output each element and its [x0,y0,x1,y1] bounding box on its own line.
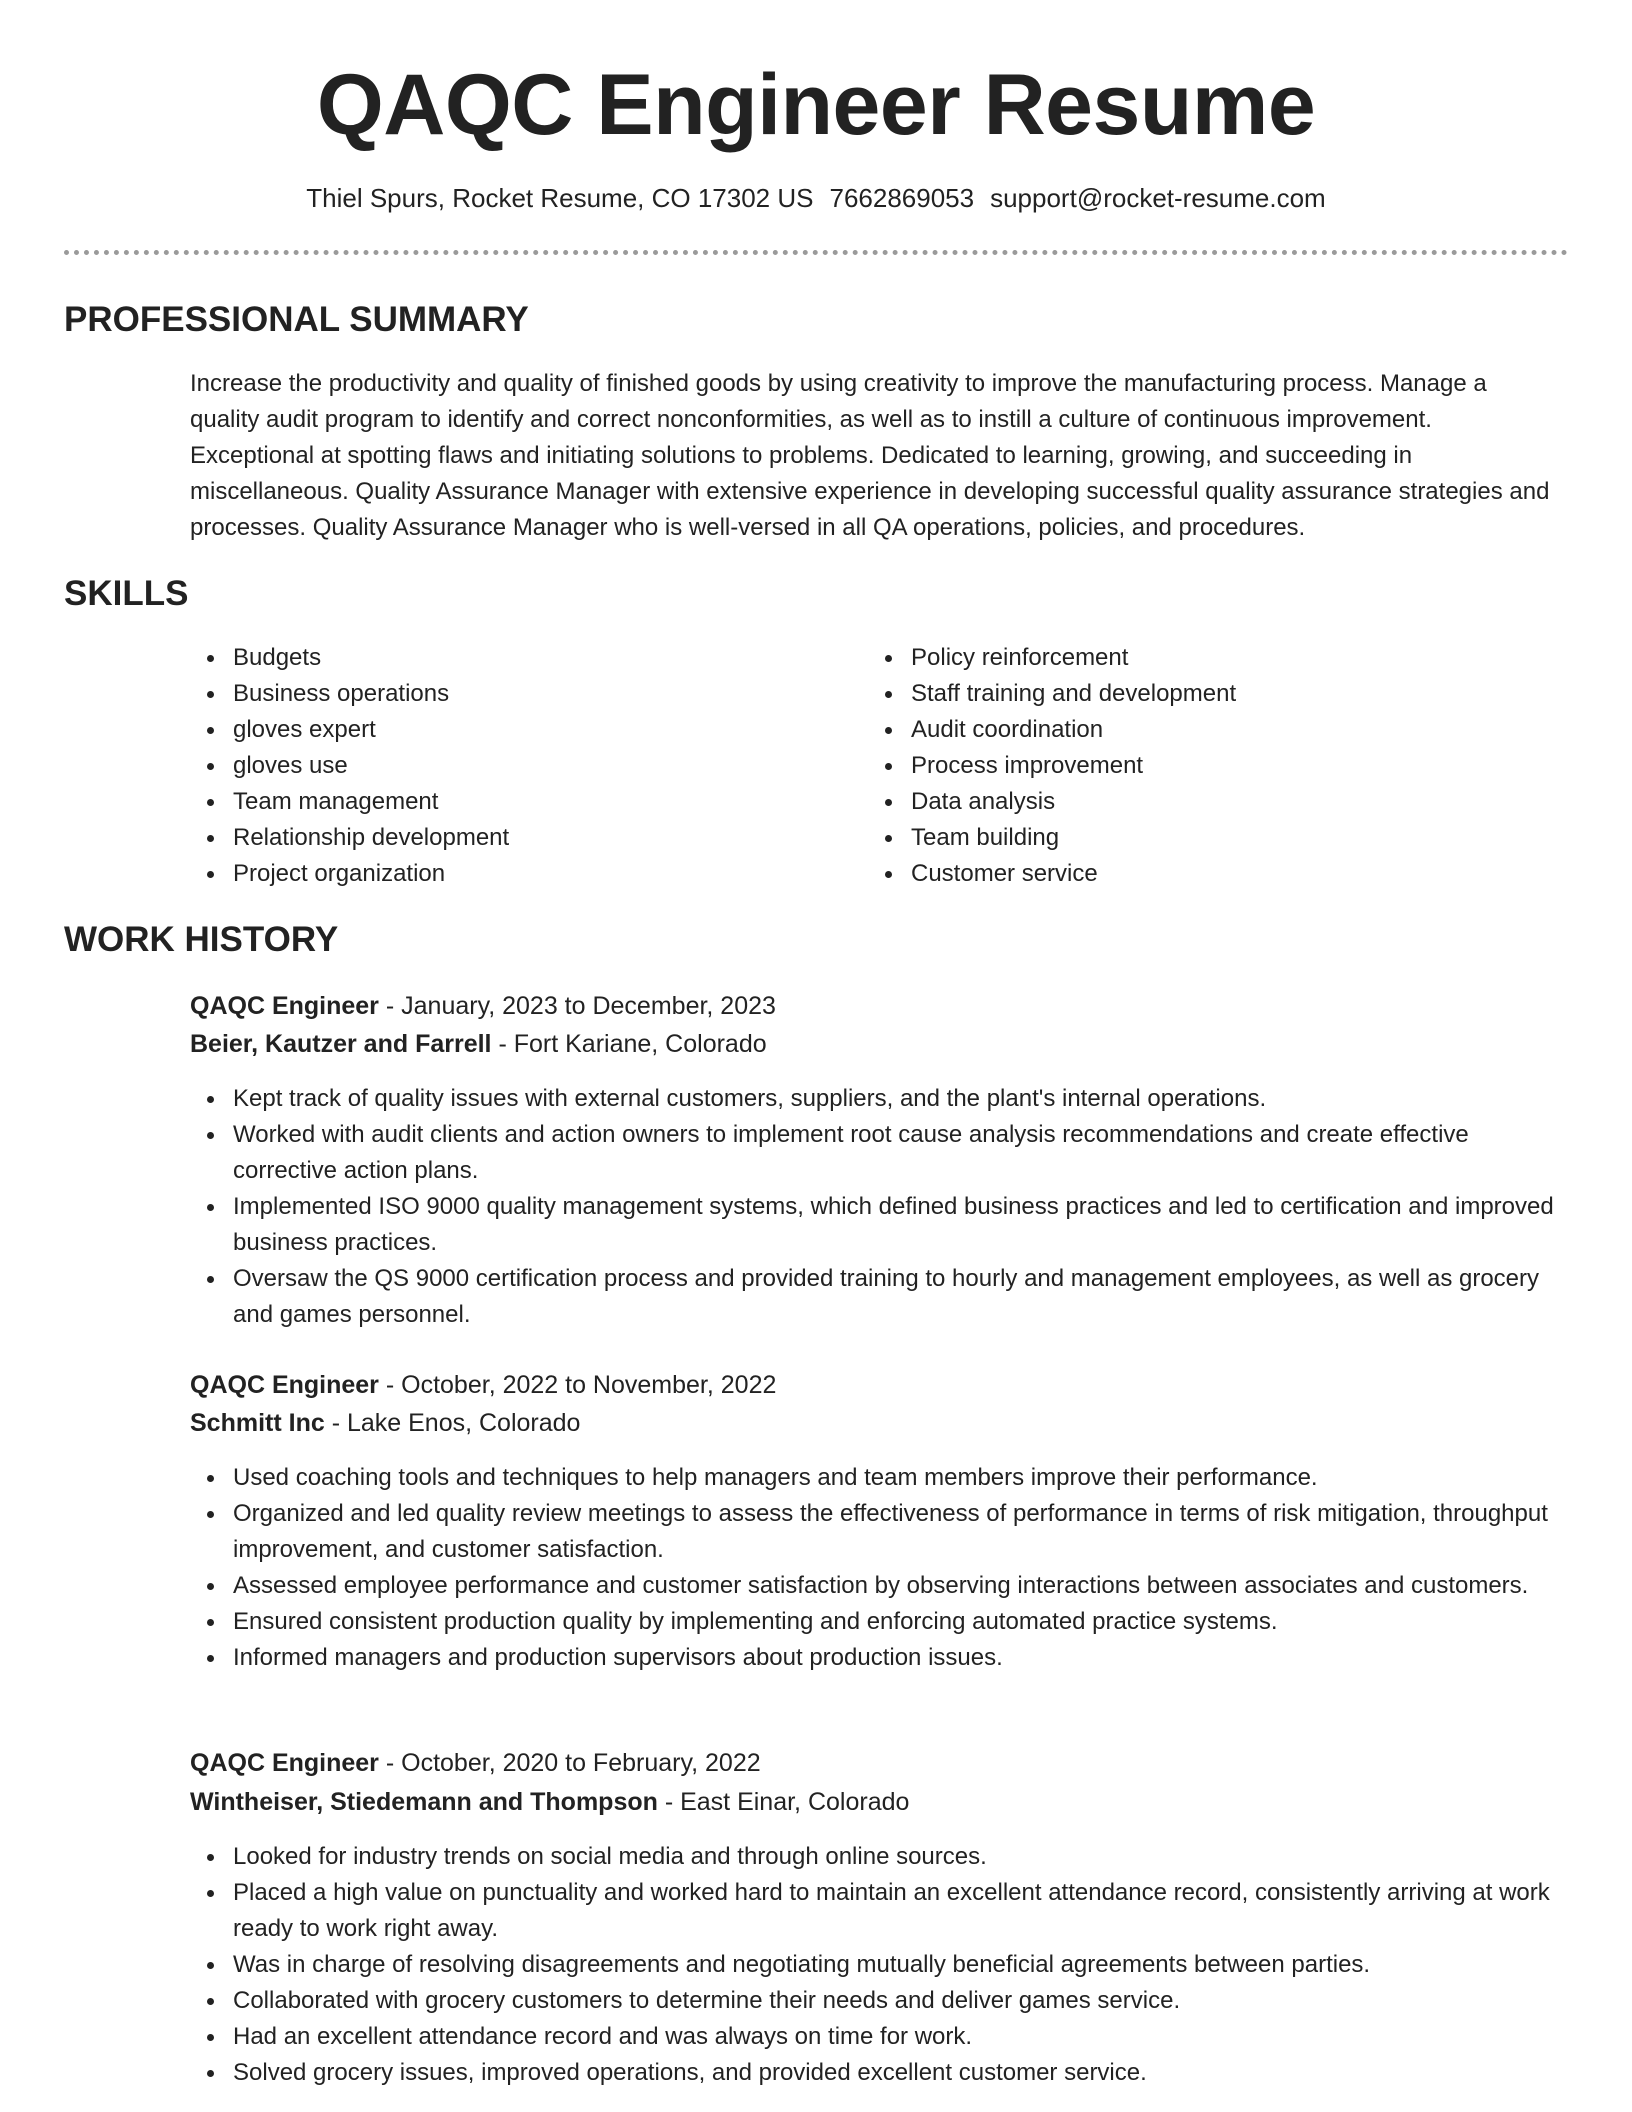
skill-item: Customer service [868,856,1236,892]
job-location: - Lake Enos, Colorado [324,1409,581,1437]
job-bullet: Was in charge of resolving disagreements and negotiating mutually beneficial agreements between parties. [190,1947,1560,1983]
header-divider [64,250,1568,255]
job-bullet: Organized and led quality review meetings to assess the effectiveness of performance in terms of risk mitigation, throughput improvement, and customer satisfaction. [190,1496,1560,1568]
skill-item: Business operations [190,676,509,712]
contact-line [0,178,1632,218]
job-bullets [190,1081,1560,1333]
job-bullets [190,1839,1560,2091]
job-bullet: Solved grocery issues, improved operations, and provided excellent customer service. [190,2055,1560,2091]
job-company: Wintheiser, Stiedemann and Thompson [190,1788,658,1816]
skill-item: Project organization [190,856,509,892]
job-title: QAQC Engineer [190,1371,379,1399]
job-title-line [190,987,776,1025]
summary-text: Increase the productivity and quality of finished goods by using creativity to improve the manufacturing process. Manage a quality audit program to identify and correct nonconformities, as well as to instill a culture of continuous improvement. Exceptional at spotting flaws and initiating solutions to problems. Dedicated to learning, growing, and succeeding in miscellaneous. Quality Assurance Manager with extensive experience in developing successful quality assurance strategies and processes. Quality Assurance Manager who is well-versed in all QA operations, policies, and procedures. [190,370,1550,541]
job-bullet: Placed a high value on punctuality and worked hard to maintain an excellent attendance record, consistently arriving at work ready to work right away. [190,1875,1560,1947]
skill-item: gloves use [190,748,509,784]
job-title-line [190,1366,776,1404]
contact-phone: 7662869053 [829,183,975,213]
skill-item: Policy reinforcement [868,640,1236,676]
job-bullet: Assessed employee performance and customer satisfaction by observing interactions between associates and customers. [190,1568,1560,1604]
job-bullet: Looked for industry trends on social media and through online sources. [190,1839,1560,1875]
skill-item: Team building [868,820,1236,856]
job-company: Beier, Kautzer and Farrell [190,1030,492,1058]
skill-item: Audit coordination [868,712,1236,748]
job-bullet: Informed managers and production supervisors about production issues. [190,1640,1560,1676]
skills-heading: SKILLS [64,574,189,613]
skill-item: Relationship development [190,820,509,856]
job-dates: - October, 2020 to February, 2022 [378,1749,761,1777]
summary-heading: PROFESSIONAL SUMMARY [64,300,529,339]
job-company: Schmitt Inc [190,1409,325,1437]
skill-item: Team management [190,784,509,820]
job-bullet: Oversaw the QS 9000 certification process and provided training to hourly and management employees, as well as grocery and games personnel. [190,1261,1560,1333]
job-company-line [190,1783,909,1821]
job-title: QAQC Engineer [190,1749,379,1777]
job-bullet: Worked with audit clients and action owners to implement root cause analysis recommendations and create effective corrective action plans. [190,1117,1560,1189]
work-heading: WORK HISTORY [64,920,339,959]
skill-item: Process improvement [868,748,1236,784]
job-title-line [190,1744,761,1782]
job-bullet: Ensured consistent production quality by implementing and enforcing automated practice systems. [190,1604,1560,1640]
job-bullets [190,1460,1560,1676]
job-company-line [190,1025,767,1063]
job-title: QAQC Engineer [190,992,379,1020]
job-location: - Fort Kariane, Colorado [491,1030,767,1058]
contact-email: support@rocket-resume.com [990,183,1326,213]
skill-item: Budgets [190,640,509,676]
job-dates: - January, 2023 to December, 2023 [378,992,776,1020]
skills-list-right [868,640,1236,892]
resume-title: QAQC Engineer Resume [316,57,1316,153]
job-bullet: Collaborated with grocery customers to determine their needs and deliver games service. [190,1983,1560,2019]
job-bullet: Kept track of quality issues with external customers, suppliers, and the plant's internal operations. [190,1081,1560,1117]
job-bullet: Had an excellent attendance record and was always on time for work. [190,2019,1560,2055]
job-dates: - October, 2022 to November, 2022 [378,1371,777,1399]
skills-list-left [190,640,509,892]
job-bullet: Implemented ISO 9000 quality management systems, which defined business practices and led to certification and improved business practices. [190,1189,1560,1261]
contact-address: Thiel Spurs, Rocket Resume, CO 17302 US [306,183,814,213]
skill-item: Data analysis [868,784,1236,820]
job-bullet: Used coaching tools and techniques to help managers and team members improve their performance. [190,1460,1560,1496]
job-company-line [190,1404,580,1442]
job-location: - East Einar, Colorado [657,1788,910,1816]
skill-item: Staff training and development [868,676,1236,712]
skill-item: gloves expert [190,712,509,748]
